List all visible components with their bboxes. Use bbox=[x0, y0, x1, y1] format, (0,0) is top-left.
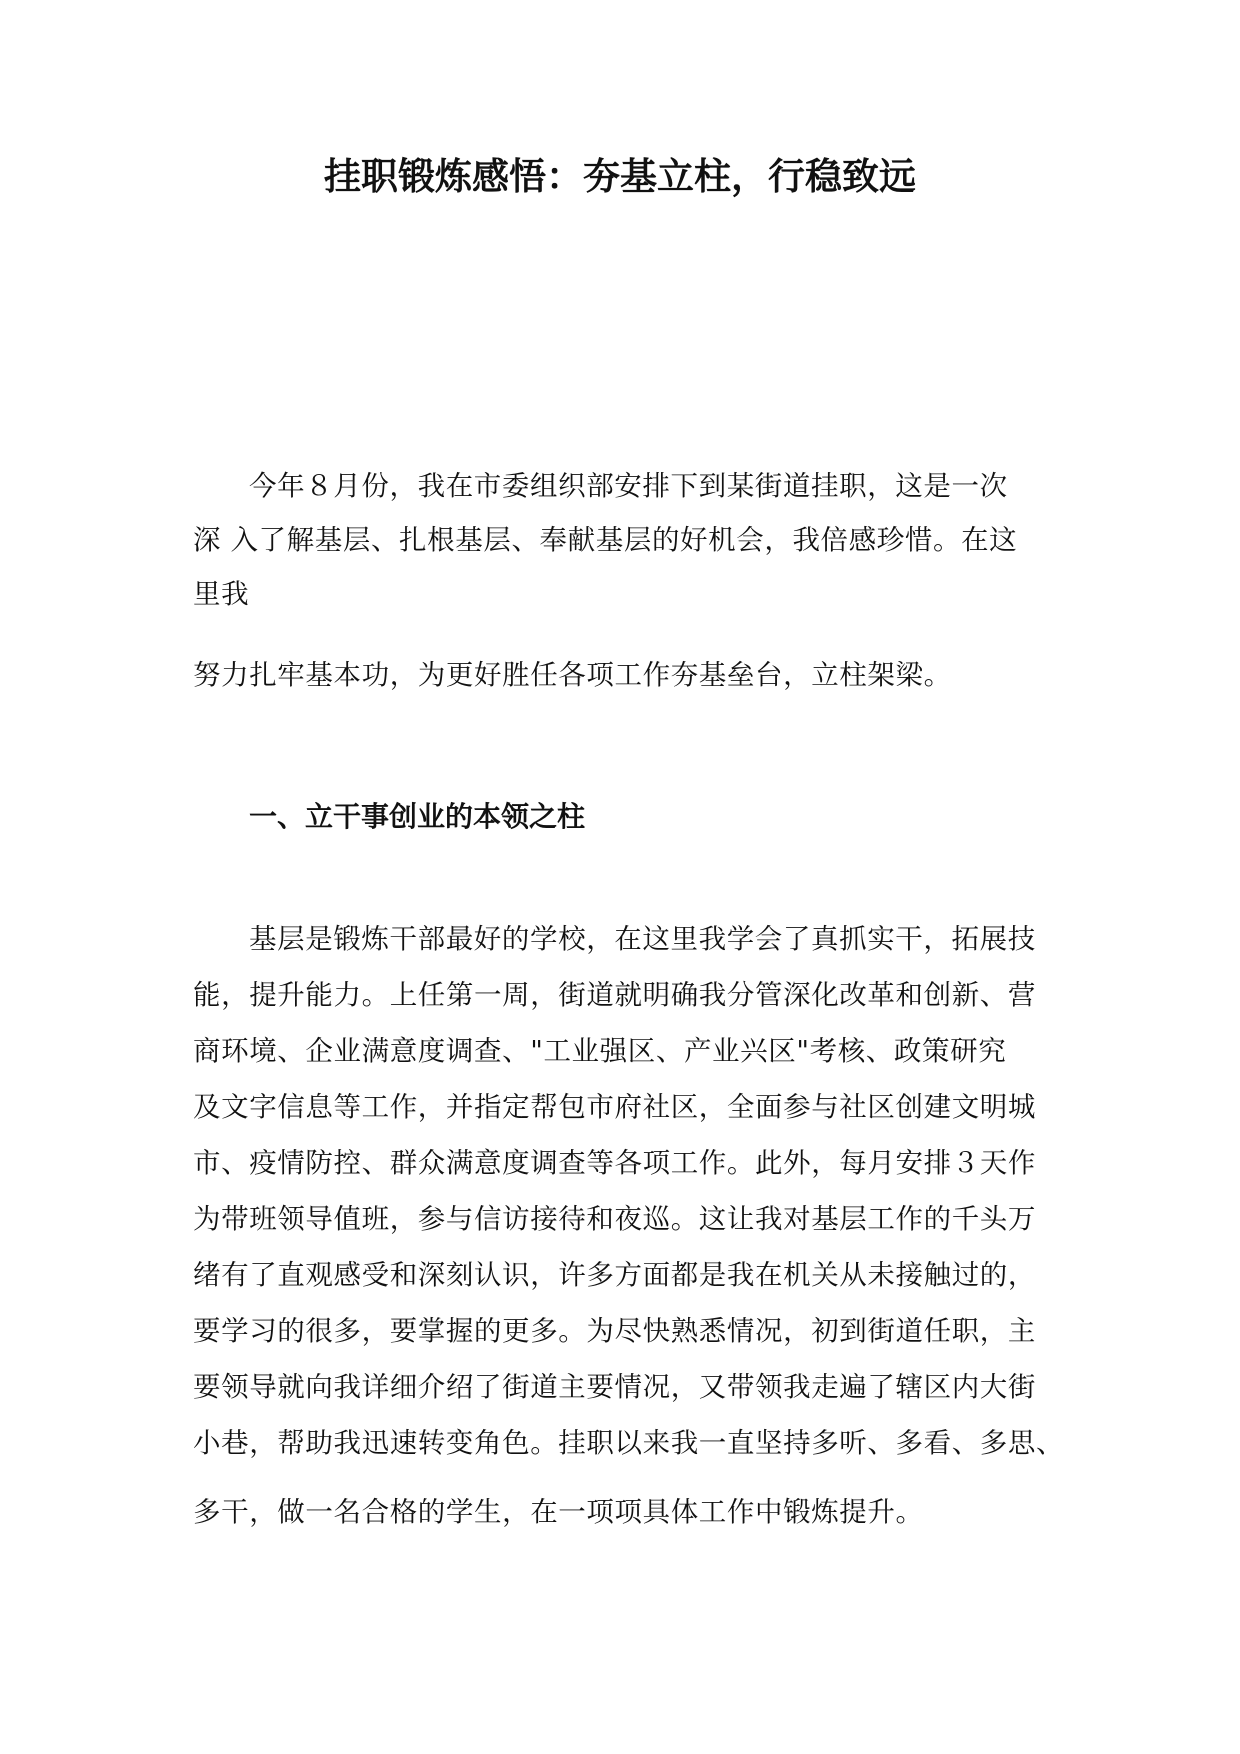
section-line-7: 绪有了直观感受和深刻认识，许多方面都是我在机关从未接触过的， bbox=[193, 1259, 1036, 1291]
document-title: 挂职锻炼感悟：夯基立柱，行稳致远 bbox=[324, 155, 916, 198]
intro-line-4: 努力扎牢基本功，为更好胜任各项工作夯基垒台，立柱架梁。 bbox=[193, 659, 952, 691]
section-heading: 一、立干事创业的本领之柱 bbox=[249, 800, 586, 833]
section-line-3: 商环境、企业满意度调查、"工业强区、产业兴区"考核、政策研究 bbox=[193, 1035, 1007, 1067]
section-line-8: 要学习的很多，要掌握的更多。为尽快熟悉情况，初到街道任职，主 bbox=[193, 1315, 1036, 1347]
section-line-2: 能，提升能力。上任第一周，街道就明确我分管深化改革和创新、营 bbox=[193, 979, 1036, 1011]
intro-line-2: 深 入了解基层、扎根基层、奉献基层的好机会，我倍感珍惜。在这 bbox=[193, 524, 1018, 556]
section-line-11: 多干，做一名合格的学生，在一项项具体工作中锻炼提升。 bbox=[193, 1496, 924, 1528]
intro-line-1: 今年８月份，我在市委组织部安排下到某街道挂职，这是一次 bbox=[249, 470, 1008, 502]
section-line-5: 市、疫情防控、群众满意度调查等各项工作。此外，每月安排３天作 bbox=[193, 1147, 1036, 1179]
section-line-6: 为带班领导值班，参与信访接待和夜巡。这让我对基层工作的千头万 bbox=[193, 1203, 1036, 1235]
section-line-1: 基层是锻炼干部最好的学校，在这里我学会了真抓实干，拓展技 bbox=[249, 923, 1036, 955]
section-line-10: 小巷，帮助我迅速转变角色。挂职以来我一直坚持多听、多看、多思、 bbox=[193, 1427, 1065, 1459]
intro-line-3: 里我 bbox=[193, 578, 250, 610]
section-line-9: 要领导就向我详细介绍了街道主要情况，又带领我走遍了辖区内大街 bbox=[193, 1371, 1036, 1403]
section-line-4: 及文字信息等工作，并指定帮包市府社区，全面参与社区创建文明城 bbox=[193, 1091, 1036, 1123]
